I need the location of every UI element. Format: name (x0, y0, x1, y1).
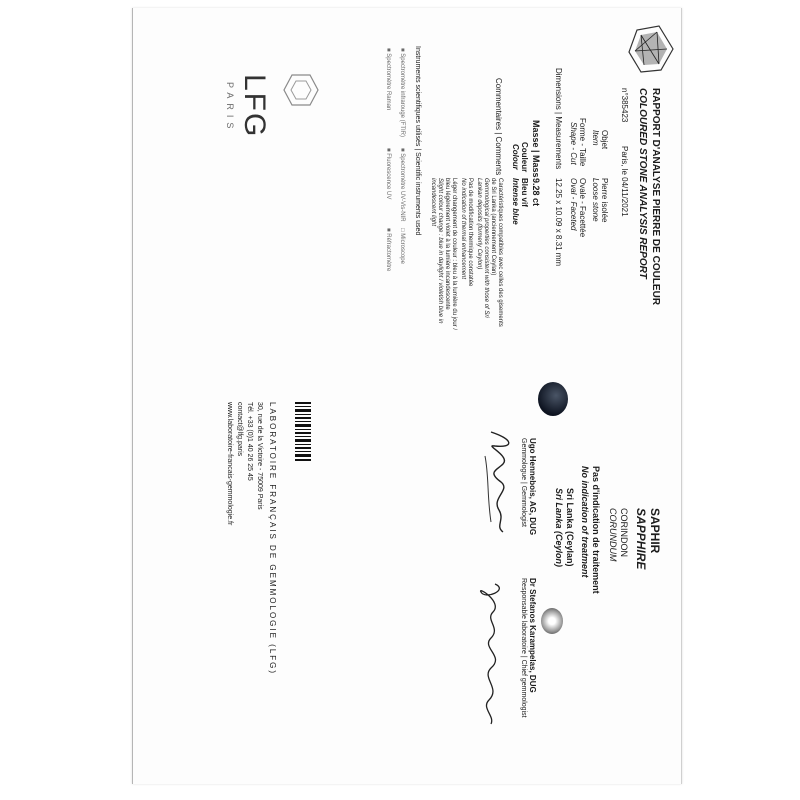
colour-value-en: Intense blue (511, 178, 520, 225)
dimensions-label: Dimensions | Measurements (554, 68, 563, 170)
checkbox-icon: ■ (385, 228, 391, 234)
report-title-fr: RAPPORT D'ANALYSE PIERRE DE COULEUR (650, 88, 661, 306)
signatory-title: Responsable laboratoire | Chief gemmologist (520, 578, 527, 718)
instrument-item: □ Microscope (399, 228, 405, 264)
shape-label: Forme - Taille (578, 118, 587, 167)
colour-label-en: Colour (511, 144, 520, 170)
report-title-en: COLOURED STONE ANALYSIS REPORT (637, 88, 648, 279)
comment-line: Lankan deposits (formerly Ceylon) (476, 178, 482, 270)
lab-website[interactable]: www.laboratoire-francais-gemmologie.fr (226, 402, 233, 526)
treatment-en: No indication of treatment (580, 466, 590, 578)
mass-value: 9.28 ct (531, 178, 541, 207)
lfg-logo-text: LFG (238, 74, 271, 139)
lab-email: contact@lfg.paris (236, 402, 243, 457)
hexagon-logo-icon (281, 70, 321, 110)
object-value-en: Loose stone (591, 178, 600, 222)
comment-line: Slight colour change : blue in daylight / violetish blue in (437, 178, 443, 324)
shape-value-en: Oval - Faceted (569, 178, 578, 231)
instrument-item: ■ Spectromètre Raman (385, 48, 391, 111)
origin-fr: Sri Lanka (Ceylan) (565, 488, 575, 567)
signatory-name: Dr Stefanos Karampelas, DUG (528, 578, 537, 693)
checkbox-icon: ■ (399, 48, 405, 54)
species-en: SAPPHIRE (634, 508, 648, 570)
comment-line: incandescent light (430, 178, 436, 227)
barcode-icon (289, 402, 311, 462)
signatory-title: Gemmologue | Gemmologist (520, 438, 527, 527)
stone-photo-face (538, 382, 568, 416)
comment-line: Léger changement de couleur : bleu à la lumière du jour / (451, 178, 457, 331)
crystal-logo-icon (627, 22, 675, 76)
stone-photo-side (541, 608, 563, 634)
lfg-logo-sub: PARIS (225, 82, 235, 134)
report-number: n°385423 (620, 88, 629, 123)
variety-en: CORUNDUM (608, 508, 618, 562)
object-value: Pierre isolée (600, 178, 609, 223)
colour-label: Couleur (520, 142, 529, 173)
species-fr: SAPHIR (648, 508, 662, 554)
instrument-item: ■ Spectromètre UV-Vis-NIR (399, 148, 405, 222)
origin-en: Sri Lanka (Ceylon) (554, 488, 564, 568)
comment-line: Pas de modification thermique constatée (467, 178, 473, 287)
report-sheet (132, 8, 682, 784)
comment-line: Caractéristiques compatibles avec celles des gisements (497, 178, 503, 327)
instrument-item: ■ Spectromètre infrarouge (FTIR) (399, 48, 405, 137)
lab-name: LABORATOIRE FRANÇAIS DE GEMMOLOGIE (LFG) (268, 402, 277, 676)
signature-icon (471, 578, 515, 728)
signature-icon (479, 426, 521, 536)
comment-line: No indication of thermal enhancement (460, 178, 466, 280)
shape-value: Ovale - Facettée (578, 178, 587, 238)
comments-label: Commentaires | Comments (494, 78, 503, 176)
comment-line: de Sri Lanka (anciennement Ceylan) (490, 178, 496, 276)
comment-line: Gemmological properties consistent with those of Sri (483, 178, 489, 318)
report-date: Paris, le 04/11/2021 (620, 146, 629, 217)
instruments-label: Instruments scientifiques utilisés | Scientific instruments used (414, 46, 421, 236)
lab-address: 30, rue de la Victoire - 75009 Paris (256, 402, 263, 510)
colour-value: Bleu vif (520, 178, 529, 207)
object-label: Objet (600, 130, 609, 150)
treatment-fr: Pas d'indication de traitement (591, 466, 601, 594)
checkbox-icon: ■ (399, 148, 405, 154)
signatory-name: Ugo Hennebois, AG, DUG (528, 438, 537, 536)
object-label-en: Item (591, 130, 600, 146)
instrument-item: ■ Réfractomètre (385, 228, 391, 272)
checkbox-icon: ■ (385, 48, 391, 54)
lab-phone: Tél. +33 (0)1 40 26 25 45 (246, 402, 253, 481)
variety-fr: CORINDON (619, 508, 629, 557)
checkbox-icon: □ (399, 228, 405, 234)
comment-line: bleu légèrement violet à la lumière incandescente (444, 178, 450, 310)
dimensions-value: 12.25 x 10.09 x 8.31 mm (554, 178, 563, 267)
report-page-rotated (133, 8, 681, 784)
shape-label-en: Shape - Cut (569, 122, 578, 165)
mass-label: Masse | Mass (531, 120, 541, 178)
instrument-item: ■ Fluorescence UV (385, 148, 391, 200)
checkbox-icon: ■ (385, 148, 391, 154)
